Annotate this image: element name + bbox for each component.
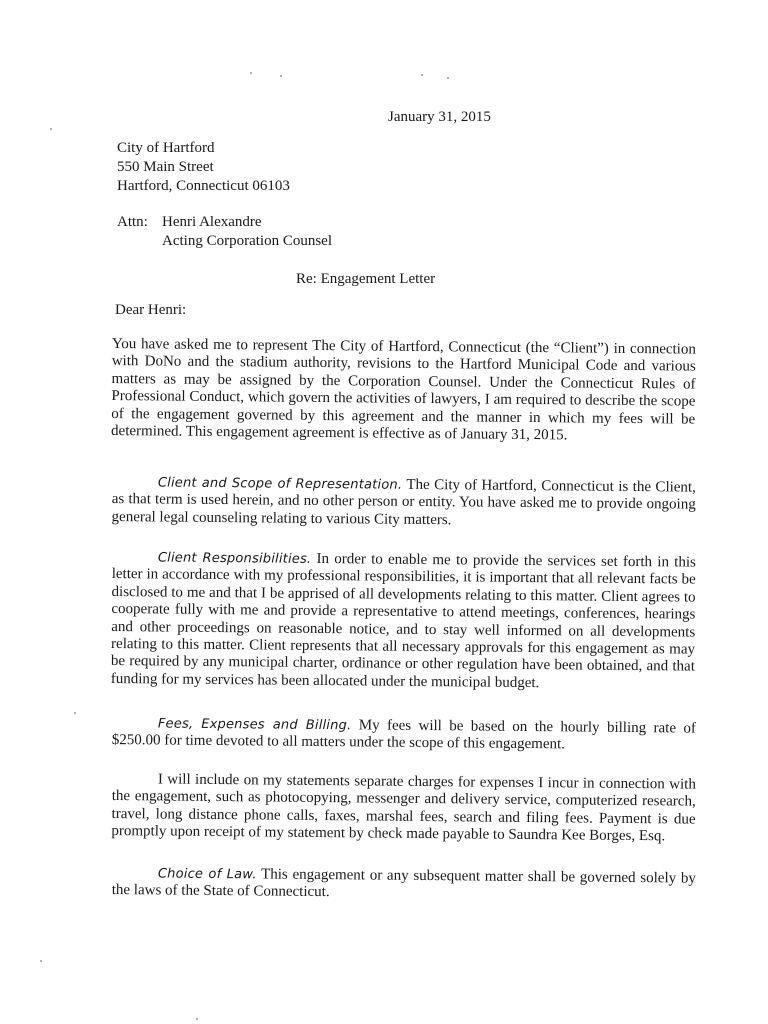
body-paragraph [112, 715, 696, 755]
address-line: 550 Main Street [117, 159, 214, 175]
salutation: Dear Henri: [115, 302, 187, 318]
body-paragraph [112, 865, 696, 905]
scan-speck [447, 77, 449, 79]
section-heading: Client and Scope of Representation. [157, 475, 403, 493]
scan-speck [40, 960, 42, 962]
body-paragraph [111, 474, 695, 532]
address-line: City of Hartford [117, 140, 215, 156]
section-heading: Choice of Law. [157, 866, 257, 883]
body-paragraph [111, 771, 696, 846]
letter-date: January 31, 2015 [388, 109, 491, 125]
paragraph-text: You have asked me to represent The City of Hartford, Connecticut (the “Client”) in connection with DoNo and the stadium authority, revisions to the Hartford Municipal Code and various matters as may be assigned by the Corporation Counsel. Under the Connecticut Rules of Professional Conduct, which govern the activities of lawyers, I am required to describe the scope of the engagement governed by this agreement and the manner in which my fees will be determined. This engagement agreement is effective as of January 31, 2015. [111, 336, 696, 444]
scan-speck [74, 712, 76, 714]
body-paragraph [111, 336, 696, 446]
address-line: Hartford, Connecticut 06103 [117, 178, 290, 194]
paragraph-text: My fees will be based on the hourly billing rate of $250.00 for time devoted to all matters under the scope of this engagement. [111, 717, 696, 753]
attn-label: Attn: [117, 214, 148, 230]
subject-line: Re: Engagement Letter [296, 271, 436, 287]
inside-address [117, 139, 290, 196]
section-heading: Fees, Expenses and Billing. [157, 716, 352, 734]
scan-speck [196, 1018, 198, 1020]
paragraph-text: This engagement or any subsequent matter shall be governed solely by the laws of the State of Connecticut. [111, 866, 696, 901]
scan-speck [421, 74, 423, 76]
paragraph-text: The City of Hartford, Connecticut is the Client, as that term is used herein, and no other person or entity. You have asked me to provide ongoing general legal counseling relating to various City matters. [111, 476, 696, 529]
paragraph-text: In order to enable me to provide the services set forth in this letter in accordance with my professional responsibilities, it is important that all relevant facts be disclosed to me and that I be apprised of all developments relating to this matter. Client agrees to cooperate fully with me and provide a representative to attend meetings, conferences, hearings and other proceedings on reasonable notice, and to stay well informed on all developments relating to this matter. Client represents that all necessary approvals for this engagement as may be required by any municipal charter, ordinance or other regulation have been obtained, and that funding for my services has been allocated under the municipal budget. [110, 550, 696, 691]
scan-speck [50, 128, 52, 130]
paragraph-text: I will include on my statements separate charges for expenses I incur in connection with the engagement, such as photocopying, messenger and delivery service, computerized research, travel, long distance phone calls, faxes, marshal fees, search and filing fees. Payment is due promptly upon receipt of my statement by check made payable to Saundra Kee Borges, Esq. [111, 771, 696, 845]
body-paragraph [111, 549, 696, 694]
attention-block [117, 213, 332, 251]
attn-name: Henri Alexandre [162, 214, 262, 230]
scan-speck [250, 72, 252, 74]
section-heading: Client Responsibilities. [157, 550, 312, 567]
attn-title: Acting Corporation Counsel [162, 233, 332, 249]
scan-speck [280, 75, 282, 77]
